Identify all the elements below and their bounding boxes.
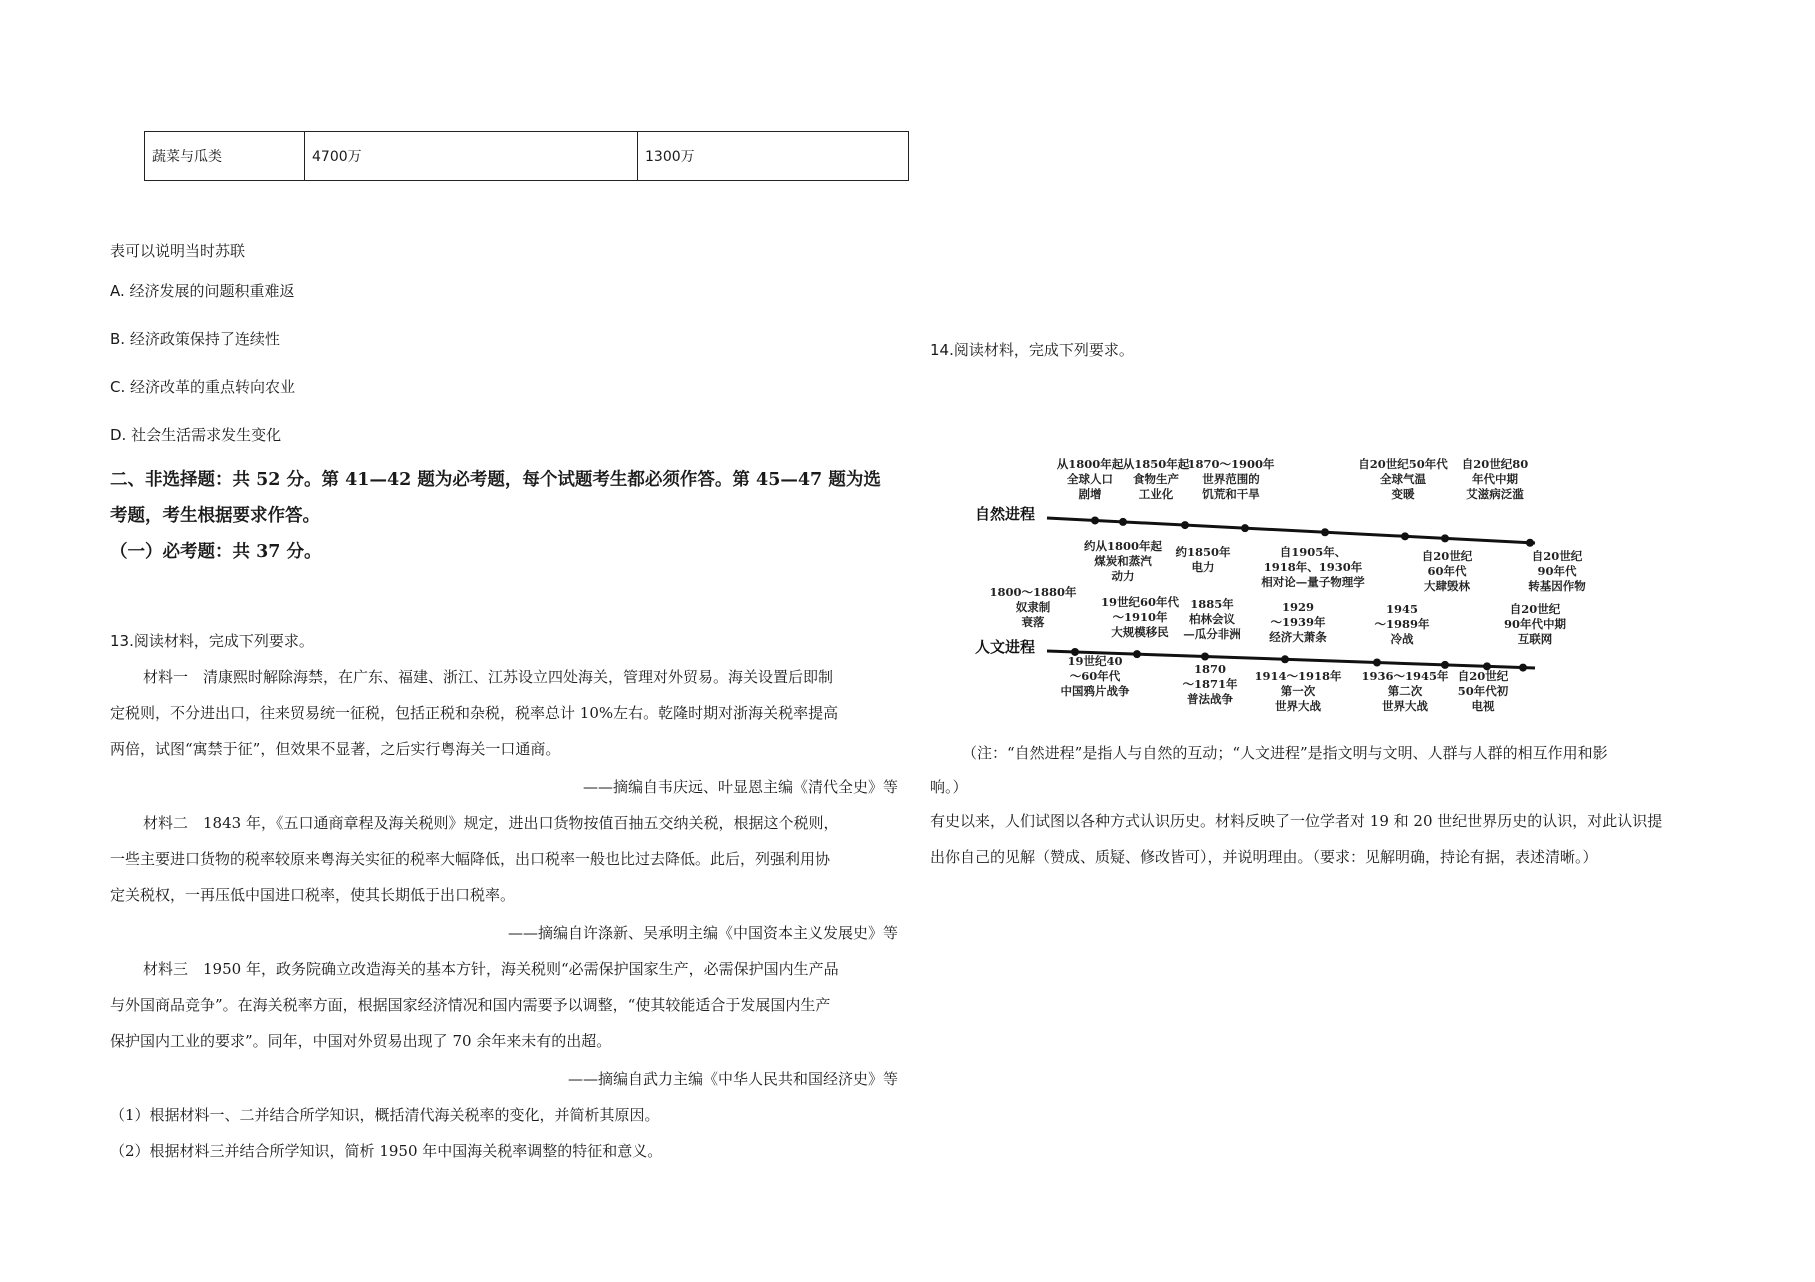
table-row — [145, 132, 909, 181]
timeline-dot — [1091, 516, 1099, 524]
option-b[interactable] — [110, 328, 280, 349]
human-event-bottom — [1361, 669, 1449, 713]
timeline-event-line: 世界大战 — [1275, 699, 1321, 713]
option-text: 经济改革的重点转向农业 — [130, 378, 296, 396]
timeline-event-line: 自20世纪80 — [1461, 457, 1529, 471]
timeline-event-line: 自20世纪 — [1509, 602, 1561, 616]
timeline-event-line: 自20世纪 — [1457, 669, 1509, 683]
option-text: 经济发展的问题积重难返 — [129, 282, 295, 300]
timeline-event-line: 50年代初 — [1457, 684, 1509, 698]
vegetable-table — [144, 131, 909, 181]
option-letter: A. — [110, 282, 125, 300]
nature-event-top — [1187, 457, 1275, 501]
timeline-dot — [1519, 664, 1527, 672]
section-heading-line3: （一）必考题：共 37 分。 — [110, 542, 322, 562]
timeline-event-line: 普法战争 — [1187, 692, 1233, 706]
option-letter: B. — [110, 330, 126, 348]
nature-event-top — [1123, 457, 1190, 501]
table-cell: 4700万 — [305, 132, 638, 181]
option-letter: D. — [110, 426, 127, 444]
timeline-event-line: 90年代中期 — [1503, 617, 1567, 631]
option-letter: C. — [110, 378, 126, 396]
timeline-event-line: 1936～1945年 — [1361, 669, 1449, 683]
timeline-event-line: 1800～1880年 — [989, 585, 1077, 599]
human-event-bottom — [1182, 662, 1238, 706]
human-axis-label: 人文进程 — [975, 638, 1036, 656]
timeline-event-line: 食物生产 — [1133, 472, 1179, 486]
nature-event-bottom — [1422, 549, 1473, 593]
timeline-event-line: 经济大萧条 — [1269, 630, 1327, 644]
timeline-event-line: 从1850年起 — [1122, 457, 1190, 471]
timeline-event-line: 1870 — [1193, 662, 1227, 676]
timeline-event-line: 从1800年起 — [1056, 457, 1124, 471]
material-2-line: 一些主要进口货物的税率较原来粤海关实征的税率大幅降低，出口税率一般也比过去降低。此后，列强利用协 — [110, 850, 831, 868]
material-2-line: 定关税权，一再压低中国进口税率，使其长期低于出口税率。 — [110, 886, 516, 904]
timeline-event-line: 年代中期 — [1472, 472, 1518, 486]
timeline-event-line: ～1871年 — [1182, 677, 1238, 691]
timeline-event-line: 艾滋病泛滥 — [1466, 487, 1524, 501]
timeline-event-line: 转基因作物 — [1528, 579, 1586, 593]
material-3-line: 保护国内工业的要求”。同年，中国对外贸易出现了 70 余年来未有的出超。 — [110, 1032, 612, 1050]
q14-question-line2: 出你自己的见解（赞成、质疑、修改皆可），并说明理由。（要求：见解明确，持论有据，表述清晰。） — [930, 848, 1598, 866]
timeline-dot — [1401, 532, 1409, 540]
timeline-event-line: 煤炭和蒸汽 — [1094, 554, 1152, 568]
human-event-top — [989, 585, 1077, 629]
q13-requirement-1: （1）根据材料一、二并结合所学知识，概括清代海关税率的变化，并简析其原因。 — [110, 1106, 660, 1124]
table-cell: 1300万 — [638, 132, 909, 181]
material-2-line: 材料二 1843 年，《五口通商章程及海关税则》规定，进出口货物按值百抽五交纳关税，根据这个税则， — [143, 814, 839, 832]
option-text: 经济政策保持了连续性 — [129, 330, 280, 348]
timeline-dot — [1133, 650, 1141, 658]
human-event-top — [1269, 600, 1327, 644]
human-event-top — [1504, 602, 1567, 646]
timeline-event-line: 约从1800年起 — [1083, 539, 1163, 553]
material-2-source: ——摘编自许涤新、吴承明主编《中国资本主义发展史》等 — [507, 924, 898, 942]
material-1-source: ——摘编自韦庆远、叶显恩主编《清代全史》等 — [582, 778, 898, 796]
timeline-event-line: 世界大战 — [1382, 699, 1428, 713]
option-text: 社会生活需求发生变化 — [131, 426, 282, 444]
timeline-event-line: 1929 — [1281, 600, 1315, 614]
q14-note-line2: 响。） — [930, 778, 968, 796]
nature-event-top — [1057, 457, 1124, 501]
timeline-event-line: 1945 — [1385, 602, 1419, 616]
nature-event-top — [1462, 457, 1529, 501]
timeline-event-line: 大规模移民 — [1111, 625, 1169, 639]
timeline-event-line: 互联网 — [1517, 632, 1553, 646]
timeline-event-line: 19世纪40 — [1067, 654, 1123, 668]
timeline-event-line: 世界范围的 — [1202, 472, 1260, 486]
timeline-event-line: 工业化 — [1138, 487, 1174, 501]
timeline-event-line: 冷战 — [1390, 632, 1414, 646]
timeline-event-line: ～1989年 — [1374, 617, 1430, 631]
timeline-dot — [1241, 524, 1249, 532]
q13-requirement-2: （2）根据材料三并结合所学知识，简析 1950 年中国海关税率调整的特征和意义。 — [110, 1142, 663, 1160]
option-c[interactable] — [110, 376, 295, 397]
q13-title: 13.阅读材料，完成下列要求。 — [110, 632, 314, 650]
human-event-bottom — [1458, 669, 1509, 713]
section-heading-line1: 二、非选择题：共 52 分。第 41—42 题为必考题，每个试题考生都必须作答。第 45—47 题为选 — [110, 470, 881, 490]
nature-event-bottom — [1084, 539, 1163, 583]
timeline-event-line: 第二次 — [1387, 684, 1423, 698]
timeline-event-line: 电视 — [1471, 699, 1495, 713]
material-1-line: 两倍，试图“寓禁于征”，但效果不显著，之后实行粤海关一口通商。 — [110, 740, 561, 758]
material-3-line: 材料三 1950 年，政务院确立改造海关的基本方针，海关税则“必需保护国家生产，必需保护国内生产品 — [143, 960, 839, 978]
timeline-dot — [1373, 658, 1381, 666]
timeline-event-line: 奴隶制 — [1015, 600, 1051, 614]
timeline-event-line: 自20世纪50年代 — [1358, 457, 1448, 471]
timeline-event-line: 1914～1918年 — [1254, 669, 1342, 683]
timeline-event-line: 1870～1900年 — [1187, 457, 1275, 471]
timeline-event-line: 饥荒和干旱 — [1202, 487, 1260, 501]
timeline-dot — [1441, 534, 1449, 542]
human-event-top — [1374, 602, 1430, 646]
timeline-event-line: 90年代 — [1537, 564, 1577, 578]
nature-event-bottom — [1528, 549, 1586, 593]
timeline-event-line: 电力 — [1191, 560, 1215, 574]
timeline-dot — [1281, 655, 1289, 663]
timeline-event-line: 衰落 — [1021, 615, 1045, 629]
human-event-bottom — [1061, 654, 1130, 698]
human-event-top — [1183, 597, 1241, 641]
timeline-event-line: 全球人口 — [1067, 472, 1113, 486]
timeline-event-line: 相对论—量子物理学 — [1261, 575, 1365, 589]
timeline-event-line: ～1939年 — [1270, 615, 1326, 629]
table-cell: 蔬菜与瓜类 — [145, 132, 305, 181]
timeline-event-line: 1918年、1930年 — [1263, 560, 1363, 574]
timeline-dot — [1441, 661, 1449, 669]
timeline-event-line: 自1905年、 — [1279, 545, 1347, 559]
timeline-event-line: 19世纪60年代 — [1100, 595, 1180, 609]
nature-axis-label: 自然进程 — [975, 505, 1036, 523]
material-1-line: 定税则，不分进出口，往来贸易统一征税，包括正税和杂税，税率总计 10%左右。乾隆时期对浙海关税率提高 — [110, 704, 839, 722]
q14-note-line1: （注：“自然进程”是指人与自然的互动；“人文进程”是指文明与文明、人群与人群的相互作用和影 — [962, 744, 1608, 762]
nature-event-top — [1358, 457, 1448, 501]
nature-event-bottom — [1175, 545, 1231, 574]
human-event-bottom — [1254, 669, 1342, 713]
timeline-event-line: 1885年 — [1190, 597, 1234, 611]
timeline-event-line: 60年代 — [1427, 564, 1467, 578]
option-a[interactable] — [110, 280, 295, 301]
human-event-top — [1101, 595, 1180, 639]
timeline-event-line: 自20世纪 — [1531, 549, 1583, 563]
timeline-event-line: —瓜分非洲 — [1183, 627, 1241, 641]
timeline-event-line: 第一次 — [1280, 684, 1316, 698]
material-1-line: 材料一 清康熙时解除海禁，在广东、福建、浙江、江苏设立四处海关，管理对外贸易。海关设置后即制 — [143, 668, 834, 686]
timeline-event-line: 柏林会议 — [1189, 612, 1235, 626]
timeline-dot — [1321, 528, 1329, 536]
timeline-dot — [1201, 653, 1209, 661]
timeline-event-line: 动力 — [1111, 569, 1135, 583]
nature-event-bottom — [1261, 545, 1365, 589]
q14-question-line1: 有史以来，人们试图以各种方式认识历史。材料反映了一位学者对 19 和 20 世纪世界历史的认识，对此认识提 — [930, 812, 1663, 830]
timeline-event-line: 约1850年 — [1175, 545, 1231, 559]
q14-title: 14.阅读材料，完成下列要求。 — [930, 341, 1134, 359]
timeline-event-line: 变暖 — [1391, 487, 1415, 501]
q12-stem: 表可以说明当时苏联 — [110, 242, 246, 260]
timeline-dot — [1119, 518, 1127, 526]
timeline-event-line: 自20世纪 — [1421, 549, 1473, 563]
timeline-dot — [1181, 521, 1189, 529]
timeline-event-line: ～60年代 — [1069, 669, 1121, 683]
timeline-event-line: 剧增 — [1078, 487, 1102, 501]
timeline-event-line: 大肆毁林 — [1424, 579, 1470, 593]
material-3-source: ——摘编自武力主编《中华人民共和国经济史》等 — [567, 1070, 898, 1088]
timeline-event-line: 全球气温 — [1380, 472, 1426, 486]
section-heading-line2: 考题，考生根据要求作答。 — [110, 506, 320, 526]
timeline-event-line: 中国鸦片战争 — [1060, 684, 1130, 698]
material-3-line: 与外国商品竞争”。在海关税率方面，根据国家经济情况和国内需要予以调整，“使其较能适合于发展国内生产 — [110, 996, 831, 1014]
history-timeline-figure — [975, 453, 1595, 723]
option-d[interactable] — [110, 424, 281, 445]
timeline-event-line: ～1910年 — [1112, 610, 1168, 624]
timeline-dot — [1526, 539, 1534, 547]
